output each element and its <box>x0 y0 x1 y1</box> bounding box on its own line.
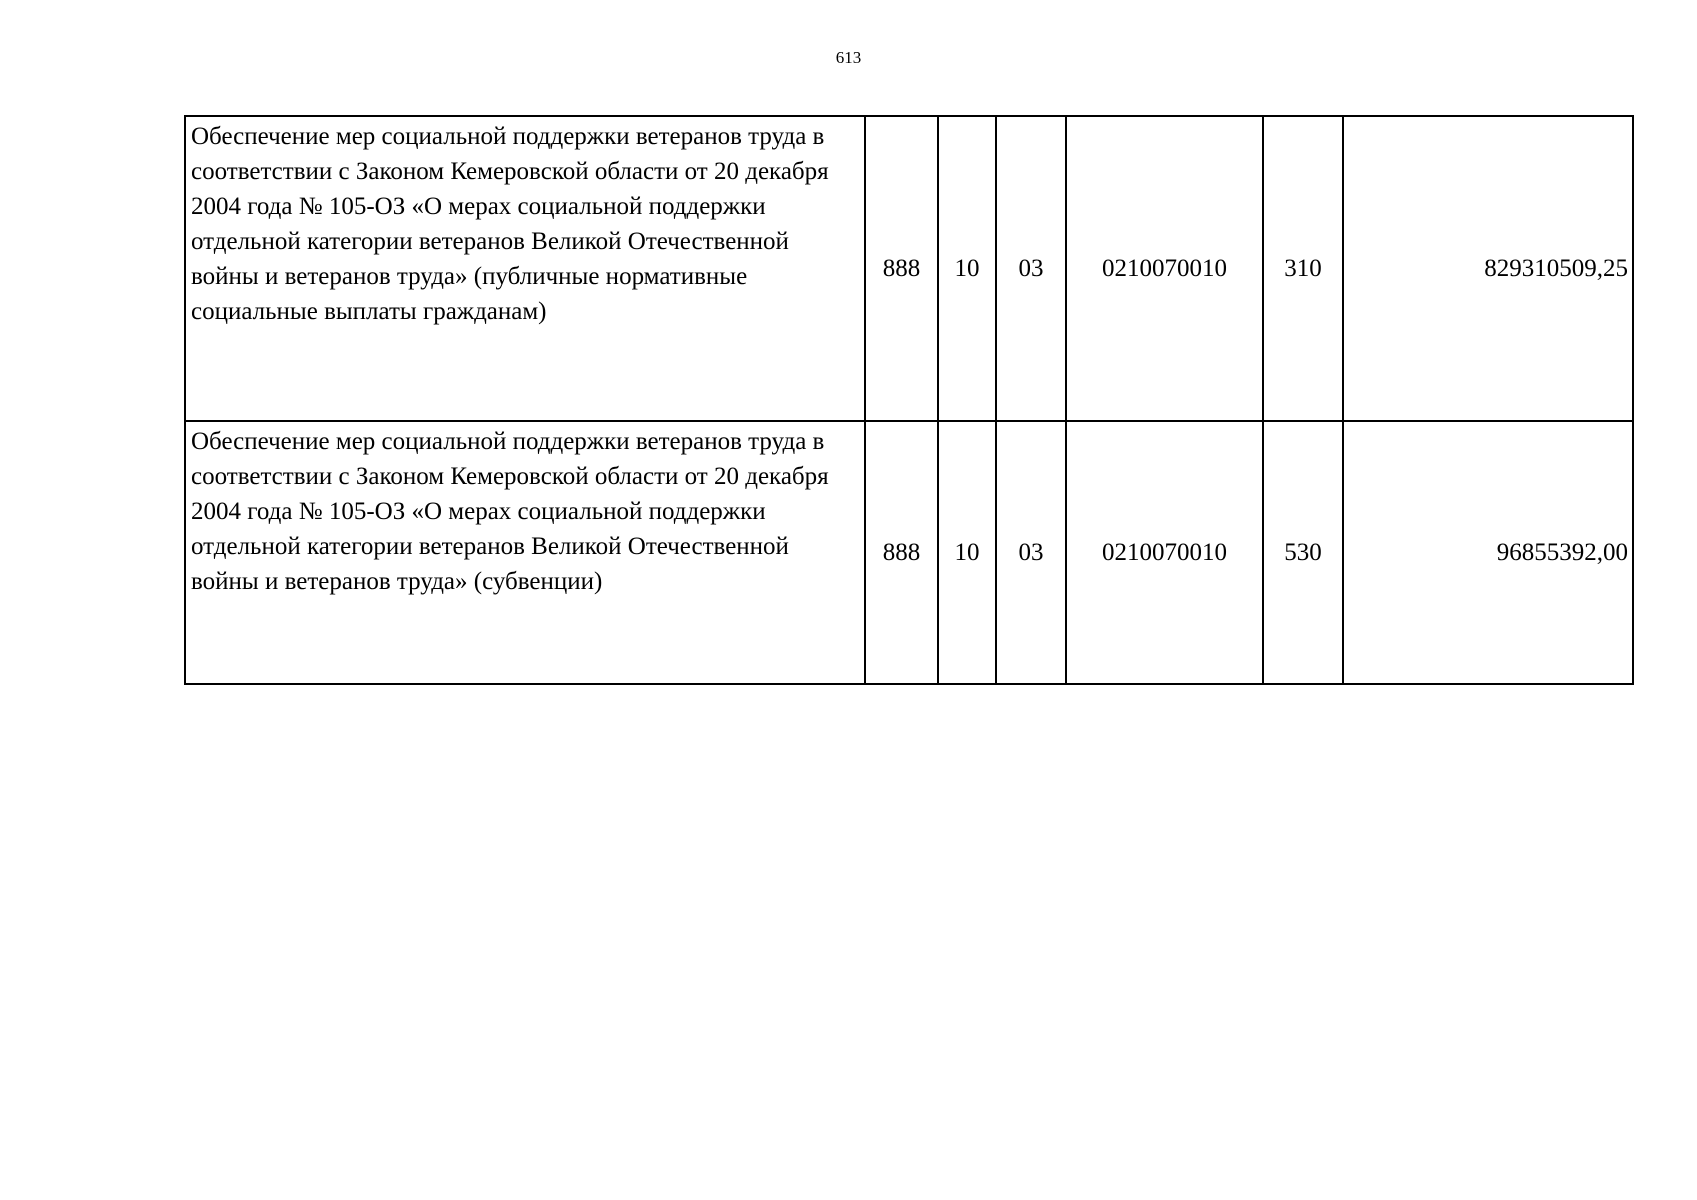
amount-value: 829310509,25 <box>1343 116 1633 421</box>
expense-type-code: 310 <box>1263 116 1343 421</box>
table-row <box>185 116 1633 421</box>
target-article-code: 0210070010 <box>1066 421 1263 684</box>
table-row <box>185 421 1633 684</box>
subsection-code: 03 <box>996 116 1066 421</box>
section-code: 10 <box>938 116 996 421</box>
target-article-code: 0210070010 <box>1066 116 1263 421</box>
amount-value: 96855392,00 <box>1343 421 1633 684</box>
ministry-code: 888 <box>865 116 938 421</box>
page-number: 613 <box>835 48 862 67</box>
ministry-code: 888 <box>865 421 938 684</box>
subsection-code: 03 <box>996 421 1066 684</box>
section-code: 10 <box>938 421 996 684</box>
expense-description: Обеспечение мер социальной поддержки ветеранов труда в соответствии с Законом Кемеровской области от 20 декабря 2004 года № 105-ОЗ «О мерах социальной поддержки отдельной категории ветеранов Великой Отечественной войны и ветеранов труда» (субвенции) <box>185 421 865 684</box>
expense-type-code: 530 <box>1263 421 1343 684</box>
expense-description: Обеспечение мер социальной поддержки ветеранов труда в соответствии с Законом Кемеровской области от 20 декабря 2004 года № 105-ОЗ «О мерах социальной поддержки отдельной категории ветеранов Великой Отечественной войны и ветеранов труда» (публичные нормативные социальные выплаты гражданам) <box>185 116 865 421</box>
budget-table <box>184 115 1634 685</box>
